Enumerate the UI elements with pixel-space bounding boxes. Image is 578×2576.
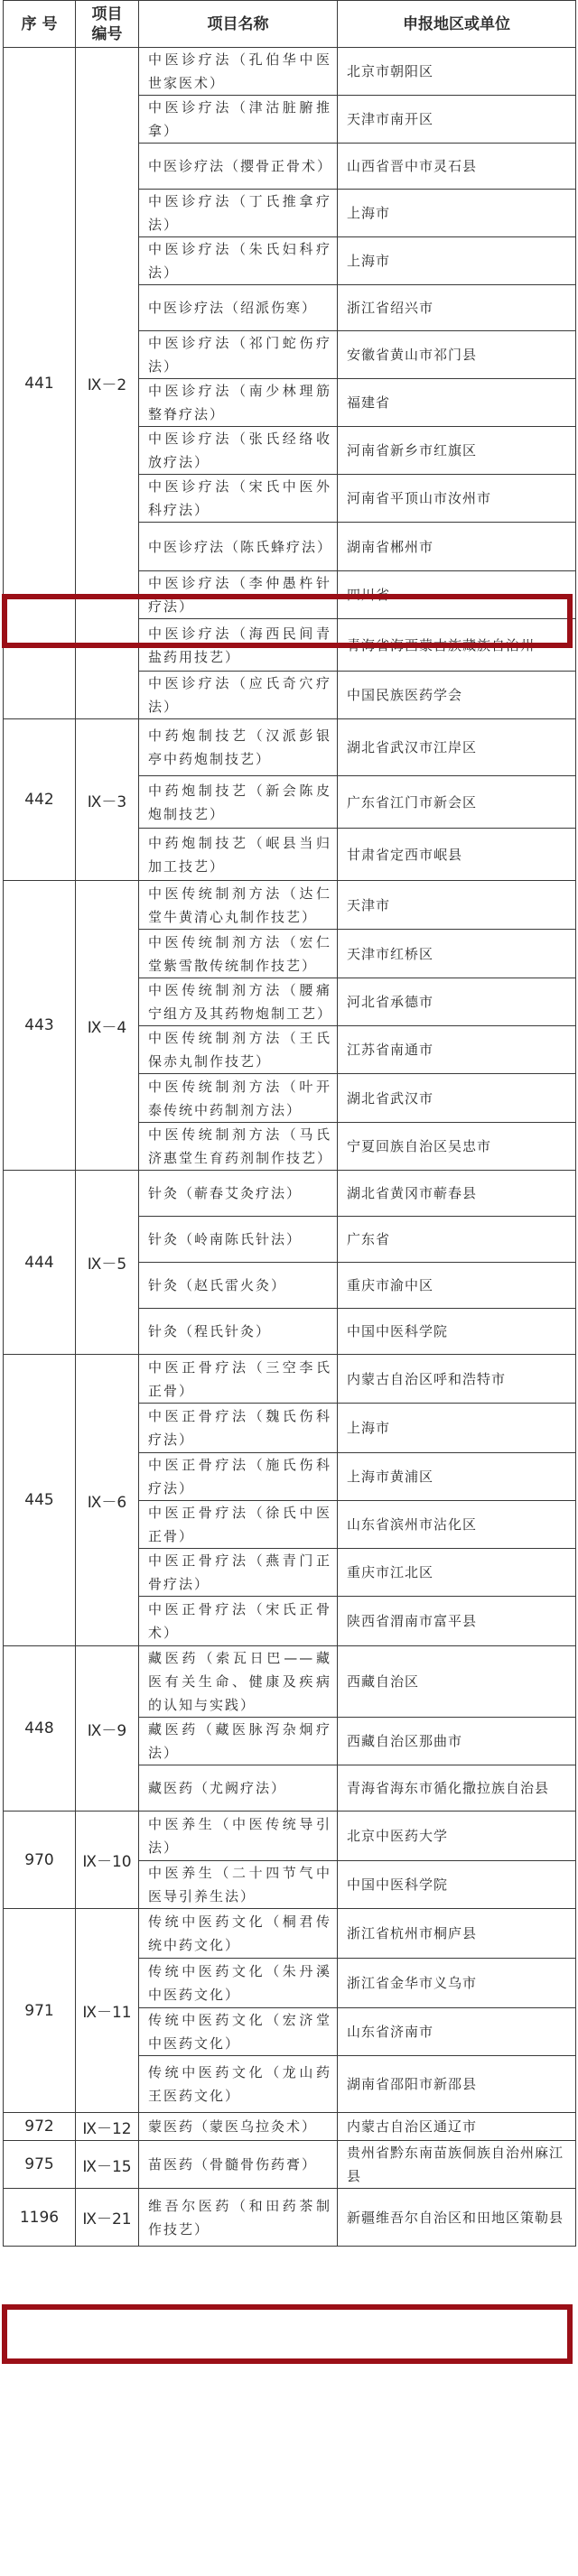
cell-region: 内蒙古自治区通辽市 <box>338 2113 576 2141</box>
cell-code: Ⅸ－10 <box>76 1812 139 1909</box>
cell-region: 湖北省武汉市 <box>338 1074 576 1123</box>
cell-region: 贵州省黔东南苗族侗族自治州麻江县 <box>338 2141 576 2189</box>
cell-region: 北京中医药大学 <box>338 1812 576 1861</box>
cell-project-name: 针灸（岭南陈氏针法） <box>139 1217 338 1263</box>
cell-region: 湖北省黄冈市蕲春县 <box>338 1171 576 1217</box>
cell-region: 北京市朝阳区 <box>338 48 576 96</box>
cell-project-name: 中医正骨疗法（三空李氏正骨） <box>139 1355 338 1404</box>
cell-code: Ⅸ－12 <box>76 2113 139 2141</box>
cell-seq: 443 <box>4 881 76 1171</box>
table-row <box>4 2189 576 2247</box>
cell-region: 河南省平顶山市汝州市 <box>338 475 576 523</box>
cell-project-name: 中医传统制剂方法（宏仁堂紫雪散传统制作技艺） <box>139 930 338 978</box>
cell-project-name: 中药炮制技艺（汉派彭银亭中药炮制技艺） <box>139 719 338 776</box>
cell-region: 山西省晋中市灵石县 <box>338 144 576 190</box>
cell-project-name: 针灸（程氏针灸） <box>139 1309 338 1355</box>
cell-region: 西藏自治区 <box>338 1646 576 1718</box>
cell-project-name: 中医诊疗法（朱氏妇科疗法） <box>139 237 338 285</box>
cell-project-name: 中药炮制技艺（岷县当归加工技艺） <box>139 829 338 881</box>
cell-code: Ⅸ－11 <box>76 1909 139 2113</box>
cell-project-name: 中医正骨疗法（施氏伤科疗法） <box>139 1453 338 1501</box>
table-header-row <box>4 1 576 48</box>
cell-code: Ⅸ－3 <box>76 719 139 881</box>
cell-region: 中国中医科学院 <box>338 1861 576 1909</box>
cell-region: 广东省 <box>338 1217 576 1263</box>
cell-region: 山东省滨州市沾化区 <box>338 1501 576 1549</box>
table-row <box>4 48 576 96</box>
cell-region: 上海市 <box>338 237 576 285</box>
cell-project-name: 中医诊疗法（绍派伤寒） <box>139 285 338 331</box>
table-row <box>4 1355 576 1404</box>
cell-project-name: 中医正骨疗法（宋氏正骨术） <box>139 1597 338 1646</box>
cell-project-name: 中医正骨疗法（魏氏伤科疗法） <box>139 1404 338 1453</box>
cell-project-name: 中医诊疗法（应氏奇穴疗法） <box>139 672 338 719</box>
cell-code: Ⅸ－9 <box>76 1646 139 1812</box>
cell-region: 浙江省杭州市桐庐县 <box>338 1909 576 1959</box>
cell-project-name: 中医养生（中医传统导引法） <box>139 1812 338 1861</box>
cell-region: 上海市 <box>338 190 576 237</box>
cell-region: 天津市红桥区 <box>338 930 576 978</box>
cell-project-name: 传统中医药文化（龙山药王医药文化） <box>139 2056 338 2113</box>
table-row <box>4 2113 576 2141</box>
cell-region: 新疆维吾尔自治区和田地区策勒县 <box>338 2189 576 2247</box>
cell-region: 内蒙古自治区呼和浩特市 <box>338 1355 576 1404</box>
cell-project-name: 传统中医药文化（桐君传统中药文化） <box>139 1909 338 1959</box>
cell-project-name: 中医诊疗法（宋氏中医外科疗法） <box>139 475 338 523</box>
cell-region: 湖北省武汉市江岸区 <box>338 719 576 776</box>
cell-project-name: 中医诊疗法（陈氏蜂疗法） <box>139 523 338 571</box>
cell-region: 安徽省黄山市祁门县 <box>338 331 576 379</box>
table-row <box>4 1909 576 1959</box>
cell-region: 四川省 <box>338 571 576 619</box>
cell-project-name: 中药炮制技艺（新会陈皮炮制技艺） <box>139 776 338 829</box>
cell-region: 西藏自治区那曲市 <box>338 1718 576 1765</box>
cell-region: 中国中医科学院 <box>338 1309 576 1355</box>
cell-project-name: 传统中医药文化（宏济堂中医药文化） <box>139 2008 338 2056</box>
cell-seq: 972 <box>4 2113 76 2141</box>
cell-project-name: 蒙医药（蒙医乌拉灸术） <box>139 2113 338 2141</box>
cell-region: 河南省新乡市红旗区 <box>338 427 576 475</box>
cell-region: 天津市南开区 <box>338 96 576 144</box>
header-name: 项目名称 <box>139 1 338 48</box>
cell-seq: 975 <box>4 2141 76 2189</box>
cell-region: 宁夏回族自治区吴忠市 <box>338 1123 576 1171</box>
cell-project-name: 中医诊疗法（孔伯华中医世家医术） <box>139 48 338 96</box>
cell-project-name: 藏医药（藏医脉泻杂炯疗法） <box>139 1718 338 1765</box>
cell-region: 重庆市渝中区 <box>338 1263 576 1309</box>
cell-code: Ⅸ－5 <box>76 1171 139 1355</box>
cell-project-name: 针灸（蕲春艾灸疗法） <box>139 1171 338 1217</box>
cell-project-name: 中医传统制剂方法（腰痛宁组方及其药物炮制工艺） <box>139 978 338 1026</box>
cell-project-name: 中医正骨疗法（燕青门正骨疗法） <box>139 1549 338 1597</box>
cell-project-name: 藏医药（索瓦日巴——藏医有关生命、健康及疾病的认知与实践） <box>139 1646 338 1718</box>
cell-project-name: 中医诊疗法（津沽脏腑推拿） <box>139 96 338 144</box>
table-row <box>4 1812 576 1861</box>
cell-region: 甘肃省定西市岷县 <box>338 829 576 881</box>
cell-project-name: 中医诊疗法（南少林理筋整脊疗法） <box>139 379 338 427</box>
cell-region: 浙江省绍兴市 <box>338 285 576 331</box>
cell-project-name: 中医诊疗法（撄骨正骨术） <box>139 144 338 190</box>
cell-region: 上海市黄浦区 <box>338 1453 576 1501</box>
cell-region: 中国民族医药学会 <box>338 672 576 719</box>
highlight-box-longshan-medicine-culture <box>2 2304 573 2364</box>
cell-project-name: 中医诊疗法（李仲愚杵针疗法） <box>139 571 338 619</box>
cell-project-name: 维吾尔医药（和田药茶制作技艺） <box>139 2189 338 2247</box>
cell-seq: 448 <box>4 1646 76 1812</box>
cell-region: 江苏省南通市 <box>338 1026 576 1074</box>
cell-project-name: 苗医药（骨髓骨伤药膏） <box>139 2141 338 2189</box>
cell-project-name: 中医传统制剂方法（王氏保赤丸制作技艺） <box>139 1026 338 1074</box>
cell-region: 湖南省邵阳市新邵县 <box>338 2056 576 2113</box>
cell-code: Ⅸ－15 <box>76 2141 139 2189</box>
table-row <box>4 2141 576 2189</box>
cell-region: 浙江省金华市义乌市 <box>338 1959 576 2008</box>
cell-code: Ⅸ－6 <box>76 1355 139 1646</box>
cell-region: 福建省 <box>338 379 576 427</box>
cell-seq: 970 <box>4 1812 76 1909</box>
cell-seq: 444 <box>4 1171 76 1355</box>
cell-region: 青海省海西蒙古族藏族自治州 <box>338 619 576 672</box>
cell-seq: 442 <box>4 719 76 881</box>
cell-project-name: 中医养生（二十四节气中医导引养生法） <box>139 1861 338 1909</box>
cell-project-name: 针灸（赵氏雷火灸） <box>139 1263 338 1309</box>
cell-code: Ⅸ－21 <box>76 2189 139 2247</box>
cell-region: 山东省济南市 <box>338 2008 576 2056</box>
cell-code: Ⅸ－2 <box>76 48 139 719</box>
cell-seq: 1196 <box>4 2189 76 2247</box>
heritage-project-table <box>3 0 576 2247</box>
cell-region: 广东省江门市新会区 <box>338 776 576 829</box>
cell-project-name: 中医正骨疗法（徐氏中医正骨） <box>139 1501 338 1549</box>
cell-project-name: 中医诊疗法（祁门蛇伤疗法） <box>139 331 338 379</box>
cell-region: 河北省承德市 <box>338 978 576 1026</box>
cell-project-name: 中医传统制剂方法（马氏济惠堂生育药剂制作技艺） <box>139 1123 338 1171</box>
table-row <box>4 881 576 930</box>
cell-project-name: 藏医药（尤阙疗法） <box>139 1765 338 1812</box>
cell-region: 青海省海东市循化撒拉族自治县 <box>338 1765 576 1812</box>
cell-seq: 445 <box>4 1355 76 1646</box>
cell-project-name: 中医诊疗法（丁氏推拿疗法） <box>139 190 338 237</box>
cell-project-name: 中医传统制剂方法（叶开泰传统中药制剂方法） <box>139 1074 338 1123</box>
cell-seq: 441 <box>4 48 76 719</box>
cell-project-name: 中医诊疗法（海西民间青盐药用技艺） <box>139 619 338 672</box>
header-code: 项目编号 <box>76 1 139 48</box>
table-row <box>4 1171 576 1217</box>
table-row <box>4 719 576 776</box>
cell-code: Ⅸ－4 <box>76 881 139 1171</box>
header-seq: 序 号 <box>4 1 76 48</box>
cell-seq: 971 <box>4 1909 76 2113</box>
cell-region: 天津市 <box>338 881 576 930</box>
cell-region: 上海市 <box>338 1404 576 1453</box>
table-row <box>4 1646 576 1718</box>
cell-project-name: 传统中医药文化（朱丹溪中医药文化） <box>139 1959 338 2008</box>
cell-project-name: 中医诊疗法（张氏经络收放疗法） <box>139 427 338 475</box>
header-region: 申报地区或单位 <box>338 1 576 48</box>
cell-region: 重庆市江北区 <box>338 1549 576 1597</box>
cell-region: 湖南省郴州市 <box>338 523 576 571</box>
cell-region: 陕西省渭南市富平县 <box>338 1597 576 1646</box>
cell-project-name: 中医传统制剂方法（达仁堂牛黄清心丸制作技艺） <box>139 881 338 930</box>
